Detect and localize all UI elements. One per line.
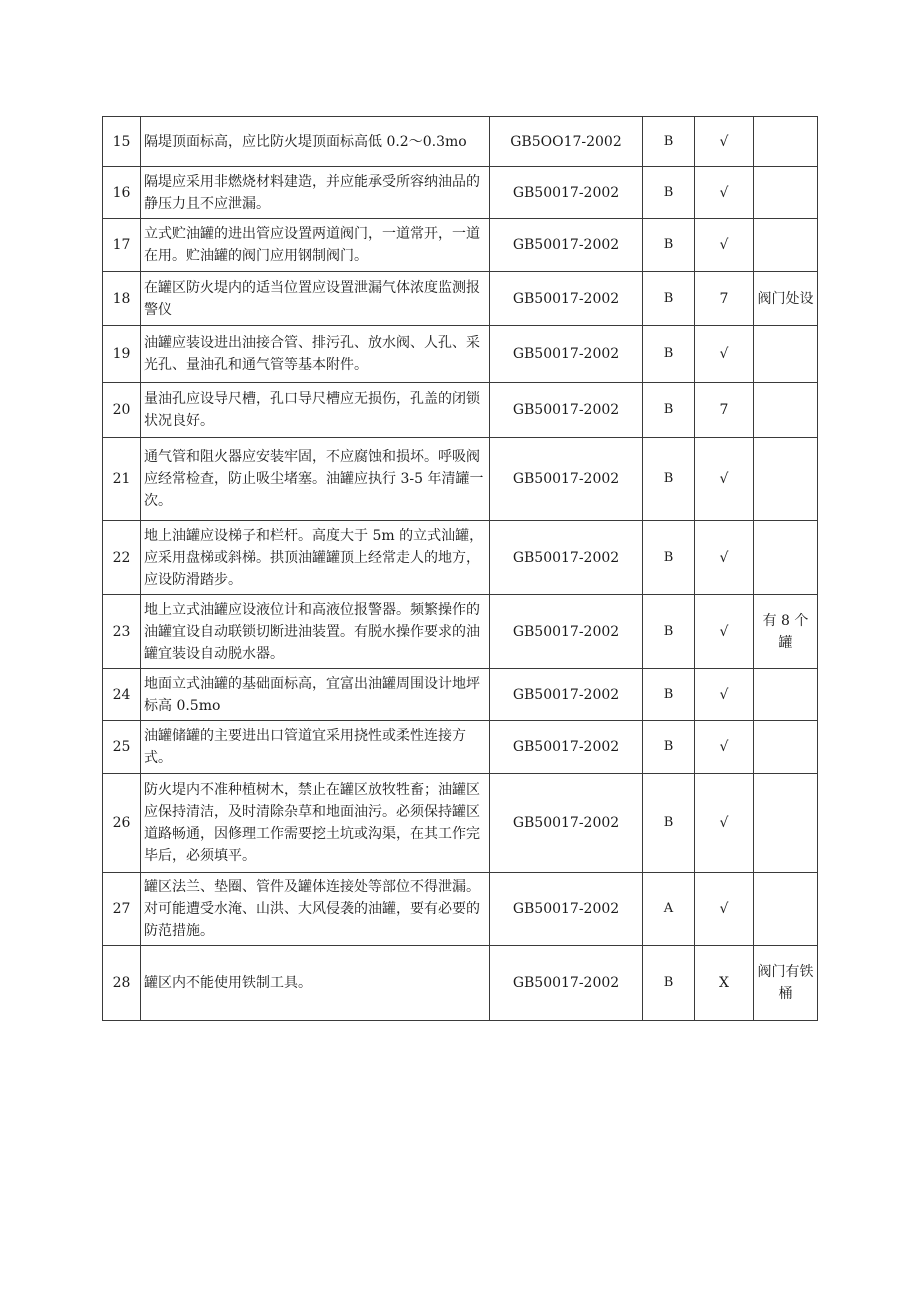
item-number: 16: [103, 167, 141, 219]
item-standard: GB50017-2002: [490, 721, 643, 774]
table-row: [103, 117, 818, 167]
item-level: A: [643, 873, 695, 946]
item-note: [754, 326, 818, 383]
item-requirement: 隔堤应采用非燃烧材料建造，并应能承受所容纳油品的静压力且不应泄漏。: [141, 167, 490, 219]
item-result: 7: [695, 383, 754, 438]
item-standard: GB5OO17-2002: [490, 117, 643, 167]
item-result: √: [695, 438, 754, 521]
item-level: B: [643, 117, 695, 167]
item-requirement: 通气管和阻火器应安装牢固，不应腐蚀和损坏。呼吸阀应经常检查，防止吸尘堵塞。油罐应执行 3-5 年清罐一次。: [141, 438, 490, 521]
item-number: 24: [103, 669, 141, 721]
item-standard: GB50017-2002: [490, 595, 643, 669]
table-row: [103, 521, 818, 595]
table-row: [103, 219, 818, 272]
item-standard: GB50017-2002: [490, 326, 643, 383]
item-level: B: [643, 272, 695, 326]
item-number: 25: [103, 721, 141, 774]
item-requirement: 地上油罐应设梯子和栏杆。高度大于 5m 的立式汕罐，应采用盘梯或斜梯。拱顶油罐罐顶上经常走人的地方，应设防滑踏步。: [141, 521, 490, 595]
item-number: 19: [103, 326, 141, 383]
table-row: [103, 326, 818, 383]
item-standard: GB50017-2002: [490, 774, 643, 873]
item-note: 阀门有铁桶: [754, 946, 818, 1021]
item-result: X: [695, 946, 754, 1021]
item-requirement: 罐区内不能使用铁制工具。: [141, 946, 490, 1021]
item-requirement: 地上立式油罐应设液位计和高液位报警器。频繁操作的油罐宜设自动联锁切断进油装置。有脱水操作要求的油罐宜装设自动脱水器。: [141, 595, 490, 669]
item-result: √: [695, 721, 754, 774]
item-requirement: 地面立式油罐的基础面标高，宜富出油罐周围设计地坪标高 0.5mo: [141, 669, 490, 721]
item-level: B: [643, 521, 695, 595]
item-requirement: 油罐储罐的主要进出口管道宜采用挠性或柔性连接方式。: [141, 721, 490, 774]
item-level: B: [643, 438, 695, 521]
item-result: √: [695, 774, 754, 873]
item-note: [754, 383, 818, 438]
item-note: 阀门处设: [754, 272, 818, 326]
item-result: √: [695, 669, 754, 721]
item-number: 18: [103, 272, 141, 326]
item-note: [754, 669, 818, 721]
table-row: [103, 272, 818, 326]
item-number: 26: [103, 774, 141, 873]
item-note: 有 8 个罐: [754, 595, 818, 669]
item-standard: GB50017-2002: [490, 219, 643, 272]
item-number: 21: [103, 438, 141, 521]
item-note: [754, 438, 818, 521]
item-number: 20: [103, 383, 141, 438]
table-row: [103, 873, 818, 946]
item-number: 15: [103, 117, 141, 167]
item-note: [754, 521, 818, 595]
item-level: B: [643, 167, 695, 219]
table-row: [103, 167, 818, 219]
item-standard: GB50017-2002: [490, 946, 643, 1021]
item-standard: GB50017-2002: [490, 272, 643, 326]
item-number: 22: [103, 521, 141, 595]
item-number: 23: [103, 595, 141, 669]
table-row: [103, 595, 818, 669]
item-level: B: [643, 721, 695, 774]
item-level: B: [643, 774, 695, 873]
table-row: [103, 438, 818, 521]
item-requirement: 立式贮油罐的进出管应设置两道阀门，一道常开，一道在用。贮油罐的阀门应用钢制阀门。: [141, 219, 490, 272]
item-result: √: [695, 117, 754, 167]
item-requirement: 在罐区防火堤内的适当位置应设置泄漏气体浓度监测报警仪: [141, 272, 490, 326]
item-standard: GB50017-2002: [490, 669, 643, 721]
item-number: 28: [103, 946, 141, 1021]
item-level: B: [643, 595, 695, 669]
item-result: √: [695, 595, 754, 669]
item-level: B: [643, 326, 695, 383]
item-level: B: [643, 383, 695, 438]
item-standard: GB50017-2002: [490, 521, 643, 595]
item-level: B: [643, 669, 695, 721]
item-level: B: [643, 219, 695, 272]
item-standard: GB50017-2002: [490, 873, 643, 946]
item-result: √: [695, 873, 754, 946]
item-note: [754, 721, 818, 774]
table-row: [103, 383, 818, 438]
item-standard: GB50017-2002: [490, 167, 643, 219]
table-row: [103, 669, 818, 721]
item-number: 17: [103, 219, 141, 272]
item-requirement: 防火堤内不准种植树木，禁止在罐区放牧牲畜；油罐区应保持清洁，及时清除杂草和地面油污。必须保持罐区道路畅通，因修理工作需要挖土坑或沟渠，在其工作完毕后，必须填平。: [141, 774, 490, 873]
item-standard: GB50017-2002: [490, 383, 643, 438]
item-result: √: [695, 521, 754, 595]
table-body: [103, 117, 818, 1021]
item-number: 27: [103, 873, 141, 946]
item-note: [754, 873, 818, 946]
item-result: √: [695, 326, 754, 383]
table-row: [103, 774, 818, 873]
item-note: [754, 219, 818, 272]
item-note: [754, 117, 818, 167]
item-requirement: 罐区法兰、垫圈、管件及罐体连接处等部位不得泄漏。对可能遭受水淹、山洪、大风侵袭的油罐，要有必要的防范措施。: [141, 873, 490, 946]
item-note: [754, 167, 818, 219]
item-result: 7: [695, 272, 754, 326]
item-result: √: [695, 219, 754, 272]
table-row: [103, 721, 818, 774]
item-result: √: [695, 167, 754, 219]
item-requirement: 油罐应装设进出油接合管、排污孔、放水阀、人孔、采光孔、量油孔和通气管等基本附件。: [141, 326, 490, 383]
item-requirement: 隔堤顶面标高，应比防火堤顶面标高低 0.2～0.3mo: [141, 117, 490, 167]
inspection-checklist-table: [102, 116, 818, 1021]
item-standard: GB50017-2002: [490, 438, 643, 521]
item-note: [754, 774, 818, 873]
item-level: B: [643, 946, 695, 1021]
table-row: [103, 946, 818, 1021]
item-requirement: 量油孔应设导尺槽，孔口导尺槽应无损伤，孔盖的闭锁状况良好。: [141, 383, 490, 438]
